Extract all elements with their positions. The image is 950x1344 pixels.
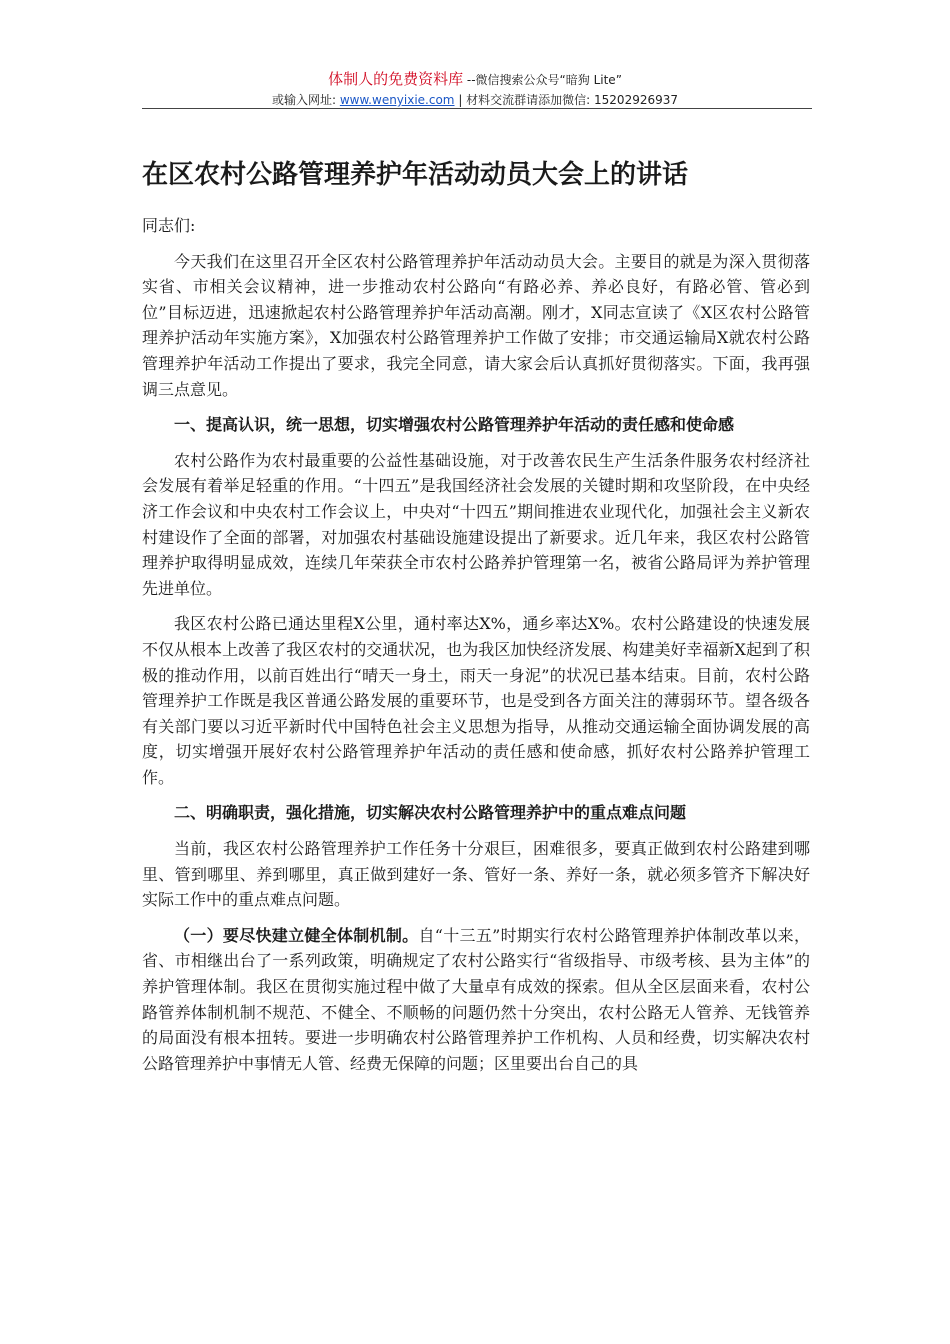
header-line-1 bbox=[0, 70, 950, 89]
contact-info: | 材料交流群请添加微信: 15202926937 bbox=[454, 93, 679, 107]
document-body bbox=[142, 213, 810, 1086]
page-header bbox=[0, 70, 950, 108]
section-heading-2: 二、明确职责，强化措施，切实解决农村公路管理养护中的重点难点问题 bbox=[174, 803, 687, 823]
header-divider bbox=[142, 108, 812, 109]
document-title: 在区农村公路管理养护年活动动员大会上的讲话 bbox=[142, 160, 689, 190]
greeting: 同志们: bbox=[142, 216, 196, 235]
wechat-hint: --微信搜索公众号“暗狗 Lite” bbox=[463, 73, 622, 87]
paragraph-3: 我区农村公路已通达里程X公里，通村率达X%，通乡率达X%。农村公路建设的快速发展不仅从根本上改善了我区农村的交通状况，也为我区加快经济发展、构建美好幸福新X起到了积极的推动作用，以前百姓出行“晴天一身土，雨天一身泥”的状况已基本结束。目前，农村公路管理养护工作既是我区普通公路发展的重要环节，也是受到各方面关注的薄弱环节。望各级各有关部门要以习近平新时代中国特色社会主义思想为指导，从推动交通运输全面协调发展的高度，切实增强开展好农村公路管理养护年活动的责任感和使命感，抓好农村公路养护管理工作。 bbox=[142, 614, 810, 787]
website-link[interactable]: www.wenyixie.com bbox=[339, 93, 455, 107]
brand-name: 体制人的免费资料库 bbox=[328, 70, 464, 88]
url-prefix: 或输入网址: bbox=[271, 93, 340, 107]
subheading-1: （一）要尽快建立健全体制机制。 bbox=[174, 925, 419, 945]
paragraph-4: 当前，我区农村公路管理养护工作任务十分艰巨，困难很多，要真正做到农村公路建到哪里、管到哪里、养到哪里，真正做到建好一条、管好一条、养好一条，就必须多管齐下解决好实际工作中的重点难点问题。 bbox=[142, 839, 810, 910]
section-heading-1: 一、提高认识，统一思想，切实增强农村公路管理养护年活动的责任感和使命感 bbox=[174, 415, 735, 435]
paragraph-5-body: 自“十三五”时期实行农村公路管理养护体制改革以来，省、市相继出台了一系列政策，明确规定了农村公路实行“省级指导、市级考核、县为主体”的养护管理体制。我区在贯彻实施过程中做了大量卓有成效的探索。但从全区层面来看，农村公路管养体制机制不规范、不健全、不顺畅的问题仍然十分突出，农村公路无人管养、无钱管养的局面没有根本扭转。要进一步明确农村公路管理养护工作机构、人员和经费，切实解决农村公路管理养护中事情无人管、经费无保障的问题；区里要出台自己的具 bbox=[142, 925, 810, 1073]
paragraph-2: 农村公路作为农村最重要的公益性基础设施，对于改善农民生产生活条件服务农村经济社会发展有着举足轻重的作用。“十四五”是我国经济社会发展的关键时期和攻坚阶段，在中央经济工作会议和中央农村工作会议上，中央对“十四五”期间推进农业现代化，加强社会主义新农村建设作了全面的部署，对加强农村基础设施建设提出了新要求。近几年来，我区农村公路管理养护取得明显成效，连续几年荣获全市农村公路养护管理第一名，被省公路局评为养护管理先进单位。 bbox=[142, 450, 810, 598]
paragraph-intro: 今天我们在这里召开全区农村公路管理养护年活动动员大会。主要目的就是为深入贯彻落实省、市相关会议精神，进一步推动农村公路向“有路必养、养必良好，有路必管、管必到位”目标迈进，迅速掀起农村公路管理养护年活动高潮。刚才，X同志宣读了《X区农村公路管理养护活动年实施方案》，X加强农村公路管理养护工作做了安排；市交通运输局X就农村公路管理养护年活动工作提出了要求，我完全同意，请大家会后认真抓好贯彻落实。下面，我再强调三点意见。 bbox=[142, 251, 810, 399]
header-line-2 bbox=[0, 92, 950, 108]
paragraph-5 bbox=[142, 923, 810, 1077]
